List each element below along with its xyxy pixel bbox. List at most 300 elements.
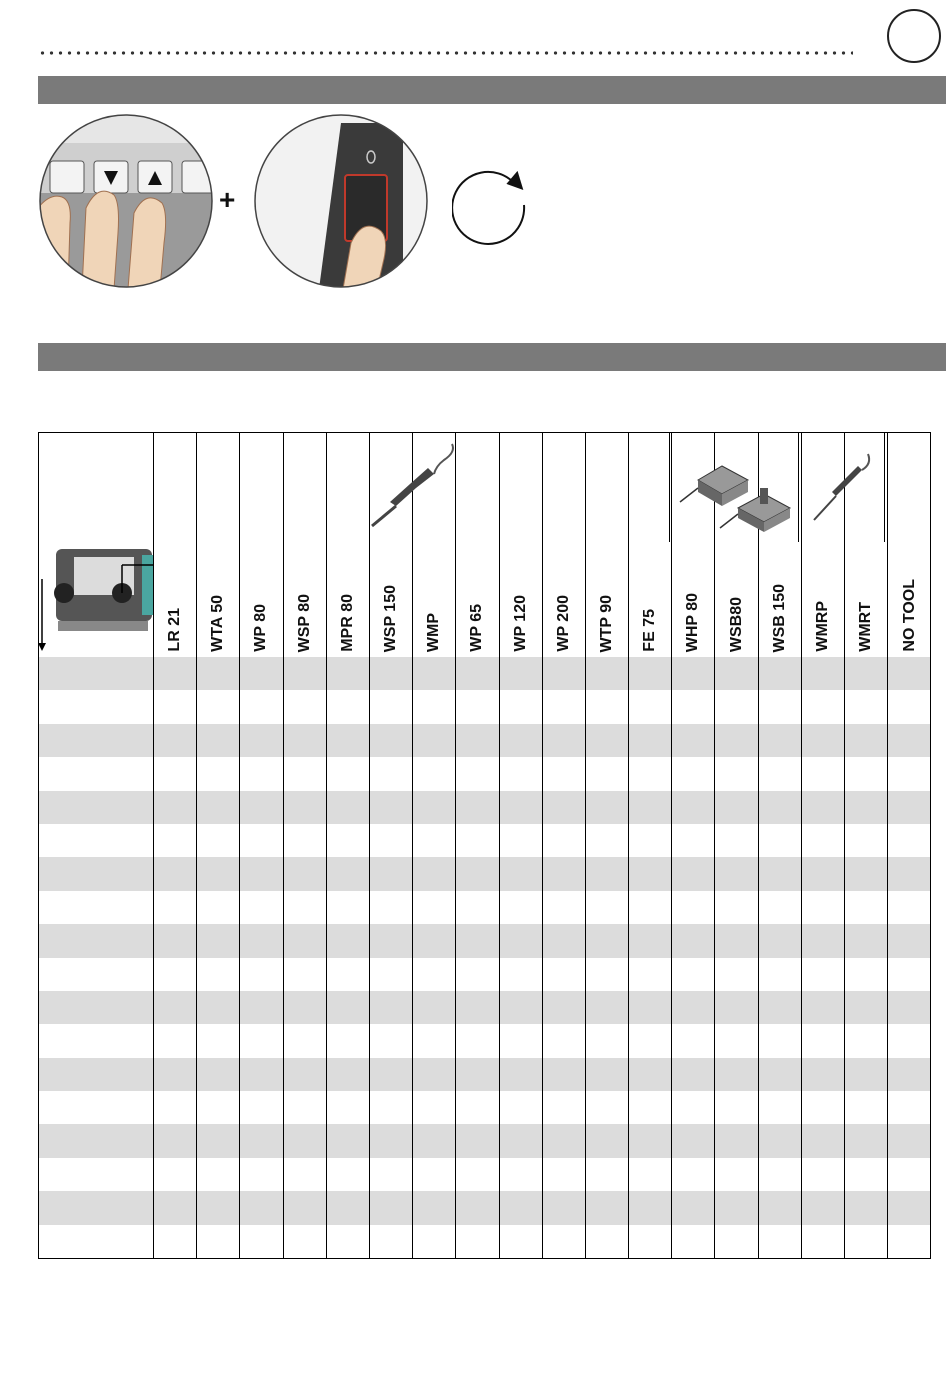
table-cell xyxy=(542,891,585,924)
column-header-label: MPR 80 xyxy=(338,594,356,652)
table-cell xyxy=(499,1225,542,1258)
table-cell xyxy=(197,657,240,690)
table-cell xyxy=(240,724,283,757)
table-cell xyxy=(542,857,585,890)
table-cell xyxy=(585,791,628,824)
table-cell xyxy=(585,757,628,790)
row-label-cell xyxy=(38,1225,154,1258)
table-cell xyxy=(672,924,715,957)
table-cell xyxy=(888,791,931,824)
table-cell xyxy=(154,991,197,1024)
section-bar-table xyxy=(38,343,946,371)
table-cell xyxy=(715,991,758,1024)
table-cell xyxy=(197,1124,240,1157)
table-cell xyxy=(758,1058,801,1091)
table-cell xyxy=(240,857,283,890)
table-cell xyxy=(283,1158,326,1191)
column-header-label: WMRP xyxy=(813,601,831,652)
table-cell xyxy=(585,1225,628,1258)
table-cell xyxy=(326,991,369,1024)
table-cell xyxy=(283,1191,326,1224)
table-cell xyxy=(413,1091,456,1124)
table-cell xyxy=(369,958,412,991)
table-cell xyxy=(585,1158,628,1191)
table-cell xyxy=(197,1024,240,1057)
table-cell xyxy=(629,791,672,824)
table-cell xyxy=(240,824,283,857)
table-cell xyxy=(845,791,888,824)
table-cell xyxy=(801,857,844,890)
table-cell xyxy=(845,1225,888,1258)
table-cell xyxy=(585,690,628,723)
table-cell xyxy=(369,724,412,757)
column-header-label: WP 200 xyxy=(554,595,572,652)
table-row xyxy=(38,1024,931,1057)
table-cell xyxy=(326,1024,369,1057)
table-cell xyxy=(240,891,283,924)
column-header-label: WMP xyxy=(425,612,443,652)
table-cell xyxy=(801,958,844,991)
table-cell xyxy=(369,1124,412,1157)
table-cell xyxy=(672,1024,715,1057)
table-cell xyxy=(715,924,758,957)
table-cell xyxy=(326,958,369,991)
table-cell xyxy=(845,757,888,790)
table-cell xyxy=(542,924,585,957)
table-cell xyxy=(456,991,499,1024)
table-cell xyxy=(585,1058,628,1091)
table-cell xyxy=(499,1091,542,1124)
table-cell xyxy=(629,724,672,757)
table-cell xyxy=(542,1225,585,1258)
table-cell xyxy=(413,724,456,757)
table-cell xyxy=(197,690,240,723)
table-cell xyxy=(758,924,801,957)
table-cell xyxy=(672,690,715,723)
micro-iron-icon xyxy=(806,450,878,526)
table-cell xyxy=(801,757,844,790)
table-cell xyxy=(758,690,801,723)
table-cell xyxy=(283,657,326,690)
table-cell xyxy=(629,1124,672,1157)
table-cell xyxy=(801,1024,844,1057)
table-cell xyxy=(413,657,456,690)
table-cell xyxy=(499,924,542,957)
table-cell xyxy=(888,924,931,957)
row-label-cell xyxy=(38,1124,154,1157)
table-row xyxy=(38,1191,931,1224)
column-header-label: WTA 50 xyxy=(209,595,227,652)
table-cell xyxy=(672,1124,715,1157)
table-cell xyxy=(585,1124,628,1157)
table-cell xyxy=(499,891,542,924)
table-cell xyxy=(629,958,672,991)
table-row xyxy=(38,724,931,757)
table-row xyxy=(38,958,931,991)
table-cell xyxy=(888,757,931,790)
table-cell xyxy=(240,1191,283,1224)
table-cell xyxy=(456,857,499,890)
table-cell xyxy=(240,991,283,1024)
table-cell xyxy=(672,1225,715,1258)
table-cell xyxy=(456,1058,499,1091)
preheater-icon xyxy=(676,458,796,534)
table-cell xyxy=(758,958,801,991)
table-cell xyxy=(801,1124,844,1157)
table-cell xyxy=(369,1058,412,1091)
table-cell xyxy=(715,1058,758,1091)
table-cell xyxy=(154,657,197,690)
table-cell xyxy=(456,1124,499,1157)
column-header-cell xyxy=(629,432,672,657)
row-label-cell xyxy=(38,824,154,857)
table-cell xyxy=(888,1058,931,1091)
table-cell xyxy=(326,857,369,890)
table-cell xyxy=(715,1124,758,1157)
table-cell xyxy=(154,690,197,723)
table-cell xyxy=(326,1058,369,1091)
table-row xyxy=(38,1158,931,1191)
table-cell xyxy=(672,1091,715,1124)
table-cell xyxy=(283,1091,326,1124)
table-cell xyxy=(413,824,456,857)
table-cell xyxy=(845,824,888,857)
table-cell xyxy=(801,991,844,1024)
column-header-cell xyxy=(542,432,585,657)
column-header-label: WP 65 xyxy=(468,604,486,652)
table-cell xyxy=(629,1024,672,1057)
table-cell xyxy=(542,1091,585,1124)
table-cell xyxy=(888,1091,931,1124)
table-cell xyxy=(197,1225,240,1258)
tool-compatibility-table xyxy=(38,432,931,1258)
table-cell xyxy=(369,857,412,890)
table-cell xyxy=(499,1058,542,1091)
column-header-label: NO TOOL xyxy=(900,579,918,652)
table-cell xyxy=(369,824,412,857)
table-cell xyxy=(845,891,888,924)
table-cell xyxy=(672,1058,715,1091)
table-cell xyxy=(197,891,240,924)
table-row xyxy=(38,891,931,924)
table-cell xyxy=(888,1024,931,1057)
table-cell xyxy=(888,657,931,690)
table-cell xyxy=(197,824,240,857)
table-cell xyxy=(715,1024,758,1057)
table-cell xyxy=(758,824,801,857)
table-cell xyxy=(154,857,197,890)
table-cell xyxy=(845,924,888,957)
table-cell xyxy=(413,757,456,790)
table-row xyxy=(38,1091,931,1124)
table-cell xyxy=(326,891,369,924)
table-cell xyxy=(845,1024,888,1057)
table-cell xyxy=(542,724,585,757)
table-cell xyxy=(888,1158,931,1191)
table-cell xyxy=(888,1225,931,1258)
table-cell xyxy=(715,1225,758,1258)
row-label-cell xyxy=(38,1158,154,1191)
table-cell xyxy=(845,1058,888,1091)
table-cell xyxy=(326,791,369,824)
group-separator xyxy=(884,432,885,542)
table-cell xyxy=(585,958,628,991)
row-label-cell xyxy=(38,924,154,957)
table-cell xyxy=(326,1191,369,1224)
table-cell xyxy=(326,824,369,857)
table-cell xyxy=(629,1225,672,1258)
table-cell xyxy=(715,958,758,991)
table-cell xyxy=(888,891,931,924)
table-cell xyxy=(845,690,888,723)
table-cell xyxy=(369,891,412,924)
table-cell xyxy=(542,757,585,790)
table-cell xyxy=(326,1158,369,1191)
table-cell xyxy=(154,1091,197,1124)
table-cell xyxy=(154,824,197,857)
table-cell xyxy=(154,1058,197,1091)
table-cell xyxy=(369,1191,412,1224)
table-cell xyxy=(413,1158,456,1191)
table-cell xyxy=(715,724,758,757)
section-bar-top xyxy=(38,76,946,104)
table-cell xyxy=(758,724,801,757)
table-cell xyxy=(326,724,369,757)
column-header-label: FE 75 xyxy=(641,609,659,652)
row-label-cell xyxy=(38,1091,154,1124)
table-cell xyxy=(715,1191,758,1224)
table-cell xyxy=(456,690,499,723)
table-cell xyxy=(283,724,326,757)
table-cell xyxy=(758,991,801,1024)
table-cell xyxy=(499,724,542,757)
table-cell xyxy=(326,924,369,957)
table-cell xyxy=(758,1024,801,1057)
row-label-cell xyxy=(38,958,154,991)
table-cell xyxy=(154,1024,197,1057)
row-label-cell xyxy=(38,991,154,1024)
table-cell xyxy=(672,991,715,1024)
table-cell xyxy=(499,1191,542,1224)
column-header-cell xyxy=(283,432,326,657)
table-cell xyxy=(154,724,197,757)
row-label-cell xyxy=(38,757,154,790)
table-cell xyxy=(758,757,801,790)
table-cell xyxy=(456,824,499,857)
column-header-label: WTP 90 xyxy=(597,594,615,652)
table-cell xyxy=(801,1058,844,1091)
table-cell xyxy=(629,757,672,790)
table-cell xyxy=(758,1191,801,1224)
table-cell xyxy=(542,657,585,690)
table-cell xyxy=(629,1158,672,1191)
table-cell xyxy=(888,991,931,1024)
table-cell xyxy=(456,1024,499,1057)
table-cell xyxy=(456,791,499,824)
table-cell xyxy=(888,958,931,991)
table-cell xyxy=(154,757,197,790)
column-header-cell xyxy=(197,432,240,657)
table-row xyxy=(38,1225,931,1258)
table-cell xyxy=(845,1158,888,1191)
column-header-label: WSP 150 xyxy=(382,584,400,652)
row-label-cell xyxy=(38,1191,154,1224)
table-cell xyxy=(542,958,585,991)
row-label-cell xyxy=(38,891,154,924)
table-cell xyxy=(499,1158,542,1191)
table-cell xyxy=(240,1225,283,1258)
column-header-cell xyxy=(240,432,283,657)
table-cell xyxy=(672,857,715,890)
table-cell xyxy=(456,924,499,957)
table-cell xyxy=(585,1091,628,1124)
column-header-label: WSB 150 xyxy=(770,583,788,652)
table-cell xyxy=(758,891,801,924)
table-cell xyxy=(801,824,844,857)
table-cell xyxy=(283,857,326,890)
table-cell xyxy=(499,791,542,824)
table-cell xyxy=(197,958,240,991)
table-cell xyxy=(672,958,715,991)
table-cell xyxy=(197,991,240,1024)
table-cell xyxy=(283,924,326,957)
table-cell xyxy=(845,991,888,1024)
table-cell xyxy=(413,924,456,957)
table-cell xyxy=(283,991,326,1024)
table-cell xyxy=(197,1158,240,1191)
table-cell xyxy=(197,1091,240,1124)
table-cell xyxy=(413,958,456,991)
table-cell xyxy=(672,724,715,757)
table-cell xyxy=(197,757,240,790)
soldering-iron-icon xyxy=(360,440,460,532)
table-cell xyxy=(240,1091,283,1124)
table-cell xyxy=(326,1124,369,1157)
table-cell xyxy=(845,958,888,991)
table-row xyxy=(38,857,931,890)
table-cell xyxy=(154,1124,197,1157)
table-cell xyxy=(801,1191,844,1224)
table-cell xyxy=(283,1225,326,1258)
table-cell xyxy=(413,1024,456,1057)
table-cell xyxy=(283,1024,326,1057)
station-icon xyxy=(38,547,153,657)
table-cell xyxy=(542,1058,585,1091)
table-cell xyxy=(629,1191,672,1224)
table-cell xyxy=(197,857,240,890)
table-cell xyxy=(542,1191,585,1224)
column-header-label: WSP 80 xyxy=(295,593,313,652)
table-cell xyxy=(413,1191,456,1224)
table-cell xyxy=(801,724,844,757)
table-cell xyxy=(154,924,197,957)
table-cell xyxy=(240,657,283,690)
table-cell xyxy=(585,891,628,924)
station-header-cell xyxy=(38,432,154,657)
table-cell xyxy=(197,724,240,757)
table-cell xyxy=(715,690,758,723)
column-header-cell xyxy=(888,432,931,657)
table-cell xyxy=(542,1124,585,1157)
table-cell xyxy=(715,824,758,857)
table-cell xyxy=(413,791,456,824)
table-cell xyxy=(283,690,326,723)
table-cell xyxy=(413,991,456,1024)
table-cell xyxy=(758,1225,801,1258)
table-cell xyxy=(499,857,542,890)
table-cell xyxy=(585,924,628,957)
table-cell xyxy=(369,924,412,957)
table-cell xyxy=(888,857,931,890)
table-cell xyxy=(758,1158,801,1191)
table-cell xyxy=(369,1158,412,1191)
table-cell xyxy=(283,891,326,924)
restart-icon xyxy=(452,165,536,245)
table-cell xyxy=(154,1191,197,1224)
table-cell xyxy=(499,757,542,790)
group-separator xyxy=(798,432,799,542)
table-cell xyxy=(801,690,844,723)
table-cell xyxy=(585,824,628,857)
table-cell xyxy=(888,824,931,857)
table-cell xyxy=(542,1024,585,1057)
table-row xyxy=(38,757,931,790)
table-cell xyxy=(413,891,456,924)
table-row xyxy=(38,690,931,723)
table-cell xyxy=(499,690,542,723)
table-cell xyxy=(801,1091,844,1124)
table-cell xyxy=(715,1091,758,1124)
table-cell xyxy=(672,757,715,790)
table-cell xyxy=(845,857,888,890)
table-cell xyxy=(154,958,197,991)
table-cell xyxy=(283,757,326,790)
table-cell xyxy=(369,657,412,690)
table-cell xyxy=(629,991,672,1024)
table-row xyxy=(38,1124,931,1157)
row-label-cell xyxy=(38,791,154,824)
table-cell xyxy=(801,924,844,957)
table-cell xyxy=(369,991,412,1024)
row-label-cell xyxy=(38,1024,154,1057)
table-cell xyxy=(888,1191,931,1224)
table-cell xyxy=(499,991,542,1024)
table-cell xyxy=(456,1225,499,1258)
table-row xyxy=(38,657,931,690)
table-cell xyxy=(672,1158,715,1191)
table-cell xyxy=(715,657,758,690)
table-cell xyxy=(326,1225,369,1258)
table-cell xyxy=(672,824,715,857)
table-cell xyxy=(456,891,499,924)
column-header-label: LR 21 xyxy=(166,608,184,652)
column-header-cell xyxy=(154,432,197,657)
table-cell xyxy=(240,1024,283,1057)
table-cell xyxy=(888,724,931,757)
table-cell xyxy=(240,1124,283,1157)
table-cell xyxy=(801,891,844,924)
table-cell xyxy=(629,657,672,690)
table-cell xyxy=(672,1191,715,1224)
table-cell xyxy=(154,1158,197,1191)
table-cell xyxy=(283,958,326,991)
table-cell xyxy=(413,1058,456,1091)
table-row xyxy=(38,991,931,1024)
page-number-circle xyxy=(887,9,941,63)
table-cell xyxy=(413,857,456,890)
table-cell xyxy=(888,1124,931,1157)
column-header-label: WP 120 xyxy=(511,595,529,652)
